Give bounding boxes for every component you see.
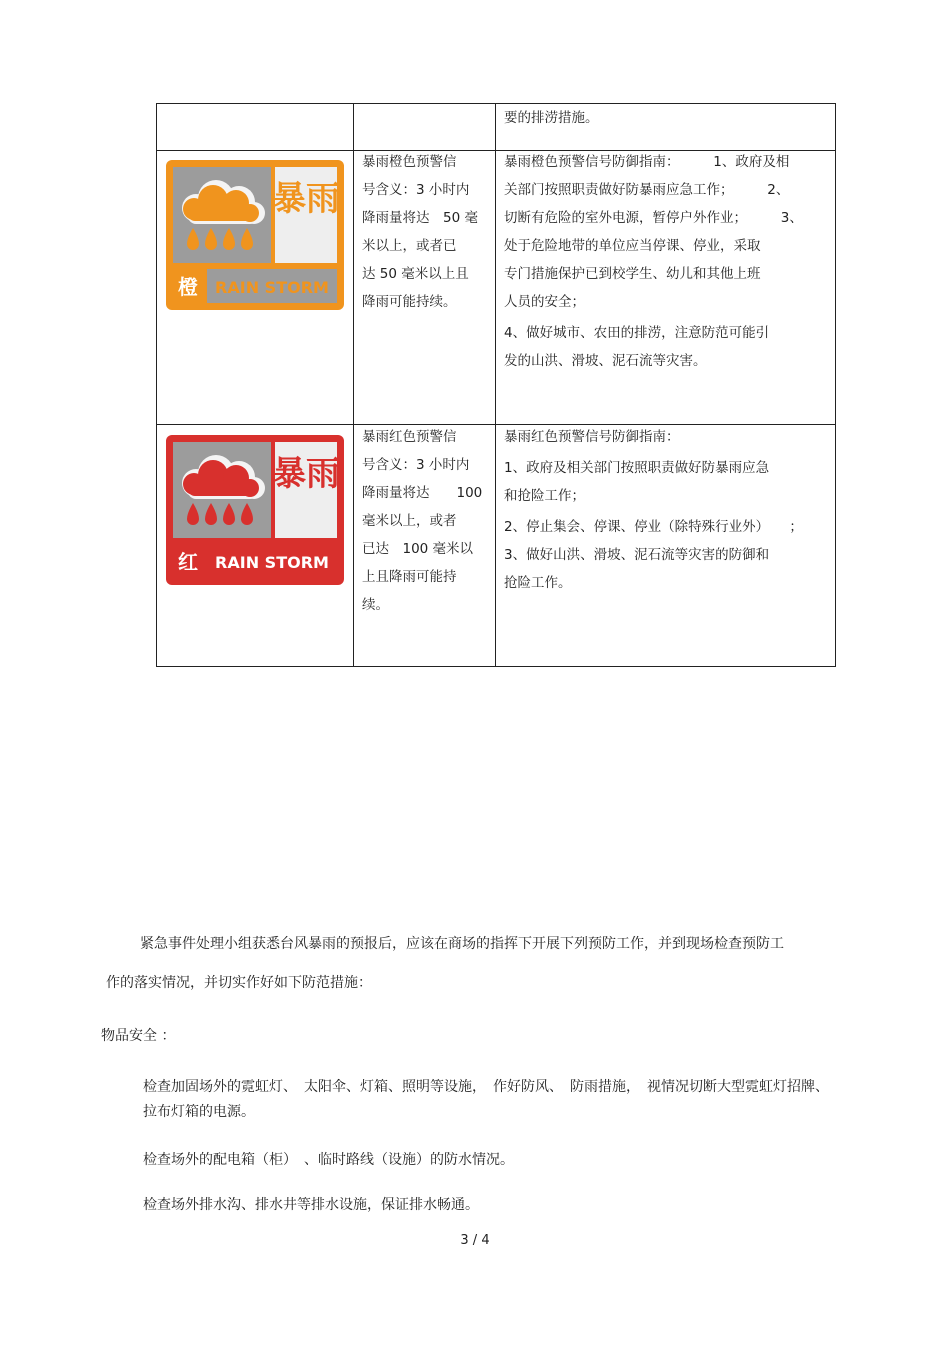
intro-paragraph-line: 紧急事件处理小组获悉台风暴雨的预报后，应该在商场的指挥下开展下列预防工作，并到现场检查预防工 bbox=[140, 936, 784, 952]
guide-line: 抢险工作。 bbox=[504, 575, 572, 591]
rainstorm-orange-signal-icon bbox=[166, 160, 344, 310]
meaning-line: 上且降雨可能持 bbox=[362, 569, 457, 585]
guide-line: 发的山洪、滑坡、泥石流等灾害。 bbox=[504, 353, 707, 369]
signal-char: 暴雨 bbox=[272, 454, 340, 494]
guide-line: 要的排涝措施。 bbox=[504, 110, 599, 126]
signal-level-char: 橙 bbox=[178, 275, 198, 299]
measure-item: 检查场外排水沟、排水井等排水设施，保证排水畅通。 bbox=[143, 1197, 479, 1213]
meaning-line: 暴雨红色预警信 bbox=[362, 429, 457, 445]
meaning-line: 降雨可能持续。 bbox=[362, 294, 457, 310]
rainstorm-red-signal-icon bbox=[166, 435, 344, 585]
measure-item: 检查场外的配电箱（柜） 、临时路线（设施）的防水情况。 bbox=[143, 1152, 514, 1168]
guide-line: 切断有危险的室外电源，暂停户外作业； 3、 bbox=[504, 210, 803, 226]
meaning-line: 号含义：3 小时内 bbox=[362, 182, 470, 198]
section-title: 物品安全 ： bbox=[101, 1028, 176, 1044]
meaning-line: 已达 100 毫米以 bbox=[362, 541, 474, 557]
guide-line: 专门措施保护已到校学生、幼儿和其他上班 bbox=[504, 266, 761, 282]
guide-line: 人员的安全； bbox=[504, 294, 585, 310]
meaning-line: 号含义：3 小时内 bbox=[362, 457, 470, 473]
column-divider bbox=[495, 104, 496, 666]
intro-paragraph-line: 作的落实情况，并切实作好如下防范措施： bbox=[106, 975, 372, 991]
guide-line: 关部门按照职责做好防暴雨应急工作； 2、 bbox=[504, 182, 790, 198]
meaning-line: 毫米以上，或者 bbox=[362, 513, 457, 529]
guide-line: 4、做好城市、农田的排涝，注意防范可能引 bbox=[504, 325, 770, 341]
guide-cell bbox=[504, 423, 834, 597]
meaning-cell bbox=[362, 423, 492, 619]
meaning-line: 米以上，或者已 bbox=[362, 238, 457, 254]
guide-line: 暴雨红色预警信号防御指南： bbox=[504, 429, 680, 445]
measure-item: 检查加固场外的霓虹灯、 太阳伞、灯箱、照明等设施， 作好防风、 防雨措施， 视情况切断大型霓虹灯招牌、 bbox=[143, 1079, 829, 1095]
page-number: 3 / 4 bbox=[460, 1233, 490, 1248]
signal-english: RAIN STORM bbox=[215, 278, 329, 297]
signal-english: RAIN STORM bbox=[215, 553, 329, 572]
guide-line: 2、停止集会、停课、停业（除特殊行业外） ； bbox=[504, 519, 803, 535]
meaning-cell bbox=[362, 148, 492, 316]
guide-line: 3、做好山洪、滑坡、泥石流等灾害的防御和 bbox=[504, 547, 770, 563]
guide-line: 和抢险工作； bbox=[504, 488, 585, 504]
meaning-line: 续。 bbox=[362, 597, 389, 613]
guide-line: 暴雨橙色预警信号防御指南： 1、政府及相 bbox=[504, 154, 790, 170]
guide-cell bbox=[504, 104, 599, 132]
guide-line: 1、政府及相关部门按照职责做好防暴雨应急 bbox=[504, 460, 770, 476]
signal-level-char: 红 bbox=[178, 550, 198, 574]
column-divider bbox=[353, 104, 354, 666]
signal-char: 暴雨 bbox=[272, 179, 340, 219]
meaning-line: 达 50 毫米以上且 bbox=[362, 266, 469, 282]
meaning-line: 降雨量将达 100 bbox=[362, 485, 483, 501]
guide-cell bbox=[504, 148, 834, 375]
meaning-line: 暴雨橙色预警信 bbox=[362, 154, 457, 170]
measure-item-continued: 拉布灯箱的电源。 bbox=[143, 1104, 255, 1120]
guide-line: 处于危险地带的单位应当停课、停业，采取 bbox=[504, 238, 761, 254]
warning-table bbox=[156, 103, 836, 667]
meaning-line: 降雨量将达 50 毫 bbox=[362, 210, 478, 226]
